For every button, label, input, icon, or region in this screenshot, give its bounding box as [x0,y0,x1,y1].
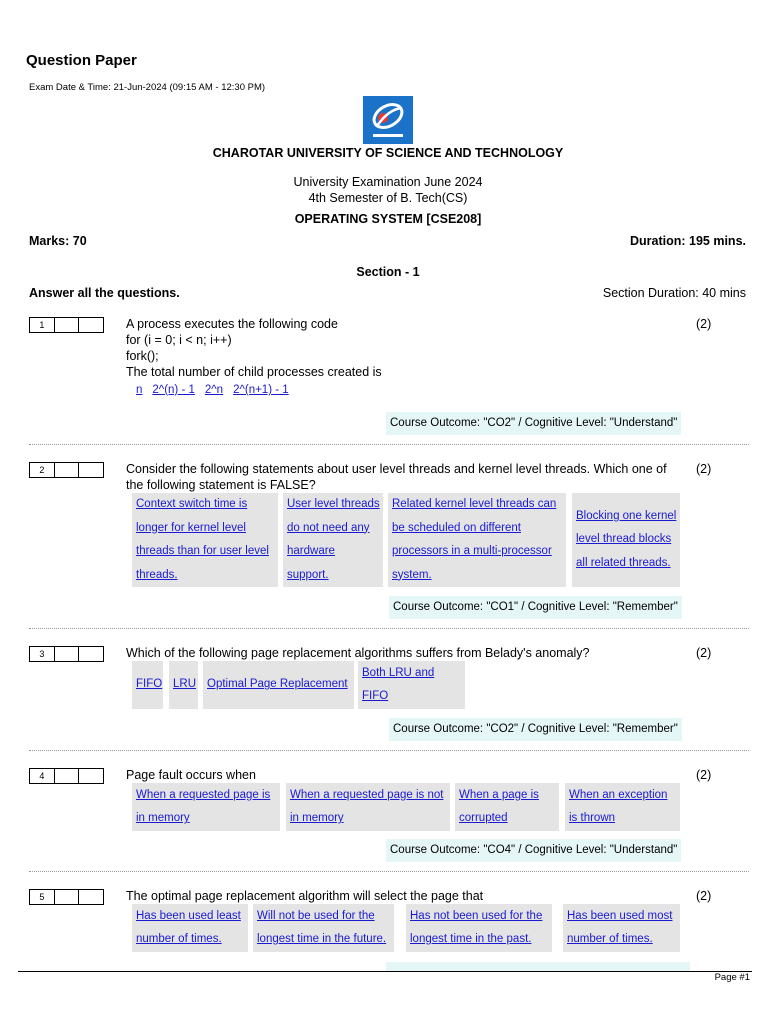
option-box[interactable] [455,783,559,831]
option-line[interactable]: Has not been used for the [410,909,543,922]
question-text [126,316,686,380]
option-link[interactable]: 2^(n+1) - 1 [233,384,289,396]
option-box[interactable] [203,661,354,709]
option-box[interactable] [132,904,248,952]
option-line[interactable]: longest time in the past. [410,933,532,945]
option-line[interactable]: Context switch time is [136,498,248,510]
question-number: 4 [30,769,55,783]
course-outcome: Course Outcome: "CO2" / Cognitive Level: "Understand" [386,412,681,435]
option-line[interactable]: FIFO [136,678,163,691]
option-line[interactable]: When a page is [459,788,539,801]
question-number: 2 [30,463,55,477]
question-marks: (2) [696,768,712,782]
option-box[interactable] [572,493,680,587]
question-number-box [29,768,104,784]
option-line[interactable]: threads. [136,568,178,581]
option-line[interactable]: hardware [287,545,335,557]
option-line[interactable]: Has been used least [136,909,241,922]
option-line[interactable]: level thread blocks [576,533,672,546]
question-number-box [29,462,104,478]
question-number: 1 [30,318,55,332]
question-number-box [29,646,104,662]
instruction: Answer all the questions. [29,286,180,300]
option-line[interactable]: LRU [173,678,197,691]
option-line[interactable]: User level threads [287,498,380,510]
exam-duration: Duration: 195 mins. [630,234,746,248]
option-line[interactable]: in memory [290,812,344,824]
divider [29,444,749,445]
divider [29,628,749,629]
option-line[interactable]: longer for kernel level [136,521,246,534]
option-line[interactable]: number of times. [567,933,653,945]
question-number: 3 [30,647,55,661]
question-line: for (i = 0; i < n; i++) [126,333,232,347]
question-number-box [29,889,104,905]
divider [29,871,749,872]
option-line[interactable]: Has been used most [567,909,673,922]
option-line[interactable]: do not need any [287,521,370,534]
question-line: A process executes the following code [126,317,338,331]
option-line[interactable]: is thrown [569,812,616,824]
option-line[interactable]: processors in a multi-processor [392,545,552,557]
option-box[interactable] [388,493,566,587]
option-box[interactable] [169,661,198,709]
divider [29,750,749,751]
section-heading: Section - 1 [356,265,420,279]
question-text: Which of the following page replacement algorithms suffers from Belady's anomaly? [126,646,590,660]
option-box[interactable] [132,783,280,831]
option-line[interactable]: number of times. [136,933,222,945]
university-name: CHAROTAR UNIVERSITY OF SCIENCE AND TECHNOLOGY [212,146,564,160]
course-outcome: Course Outcome: "CO4" / Cognitive Level: "Understand" [386,839,681,862]
option-list [136,384,289,396]
option-box[interactable] [406,904,552,952]
question-line: fork(); [126,349,159,363]
question-text: Consider the following statements about user level threads and kernel level threads. Which one of the following statement is FALSE? [126,462,667,492]
question-line: The total number of child processes created is [126,365,382,379]
option-line[interactable]: When an exception [569,788,668,801]
option-line[interactable]: Blocking one kernel [576,509,677,522]
option-box[interactable] [253,904,394,952]
option-line[interactable]: support. [287,568,329,581]
question-marks: (2) [696,889,712,903]
option-line[interactable]: all related threads. [576,556,671,569]
semester: 4th Semester of B. Tech(CS) [308,191,468,205]
question-marks: (2) [696,317,712,331]
footer-line [18,971,752,972]
exam-date: Exam Date & Time: 21-Jun-2024 (09:15 AM - 12:30 PM) [29,82,266,93]
option-box[interactable] [132,493,278,587]
exam-name: University Examination June 2024 [293,175,483,189]
subject-title: OPERATING SYSTEM [CSE208] [294,212,482,226]
option-box[interactable] [563,904,680,952]
option-line[interactable]: longest time in the future. [257,933,387,945]
course-outcome-cut [386,962,690,971]
option-line[interactable]: Related kernel level threads can [392,498,557,510]
question-number-box [29,317,104,333]
question-number: 5 [30,890,55,904]
total-marks: Marks: 70 [29,234,87,248]
option-line[interactable]: When a requested page is [136,788,271,801]
option-line[interactable]: in memory [136,812,190,824]
course-outcome: Course Outcome: "CO1" / Cognitive Level: "Remember" [389,596,682,619]
question-text: Page fault occurs when [126,768,256,782]
option-line[interactable]: threads than for user level [136,545,269,557]
option-box[interactable] [565,783,680,831]
page-number: Page #1 [714,972,750,983]
section-duration: Section Duration: 40 mins [602,286,746,300]
option-line[interactable]: FIFO [362,690,389,702]
option-link[interactable]: n [136,384,143,396]
question-text: The optimal page replacement algorithm will select the page that [126,889,484,903]
option-line[interactable]: Optimal Page Replacement [207,678,348,691]
page-title: Question Paper [26,52,137,69]
option-line[interactable]: Both LRU and [362,666,435,679]
option-line[interactable]: corrupted [459,812,508,824]
university-logo [363,96,413,144]
option-line[interactable]: When a requested page is not [290,788,444,801]
question-marks: (2) [696,646,712,660]
option-line[interactable]: be scheduled on different [392,521,521,534]
question-marks: (2) [696,462,712,476]
option-line[interactable]: Will not be used for the [257,909,375,922]
option-link[interactable]: 2^(n) - 1 [152,384,195,396]
course-outcome: Course Outcome: "CO2" / Cognitive Level: "Remember" [389,718,682,741]
option-box[interactable] [283,493,383,587]
option-link[interactable]: 2^n [204,384,224,396]
option-box[interactable] [358,661,465,709]
option-line[interactable]: system. [392,568,432,581]
option-box[interactable] [286,783,450,831]
option-box[interactable] [132,661,163,709]
